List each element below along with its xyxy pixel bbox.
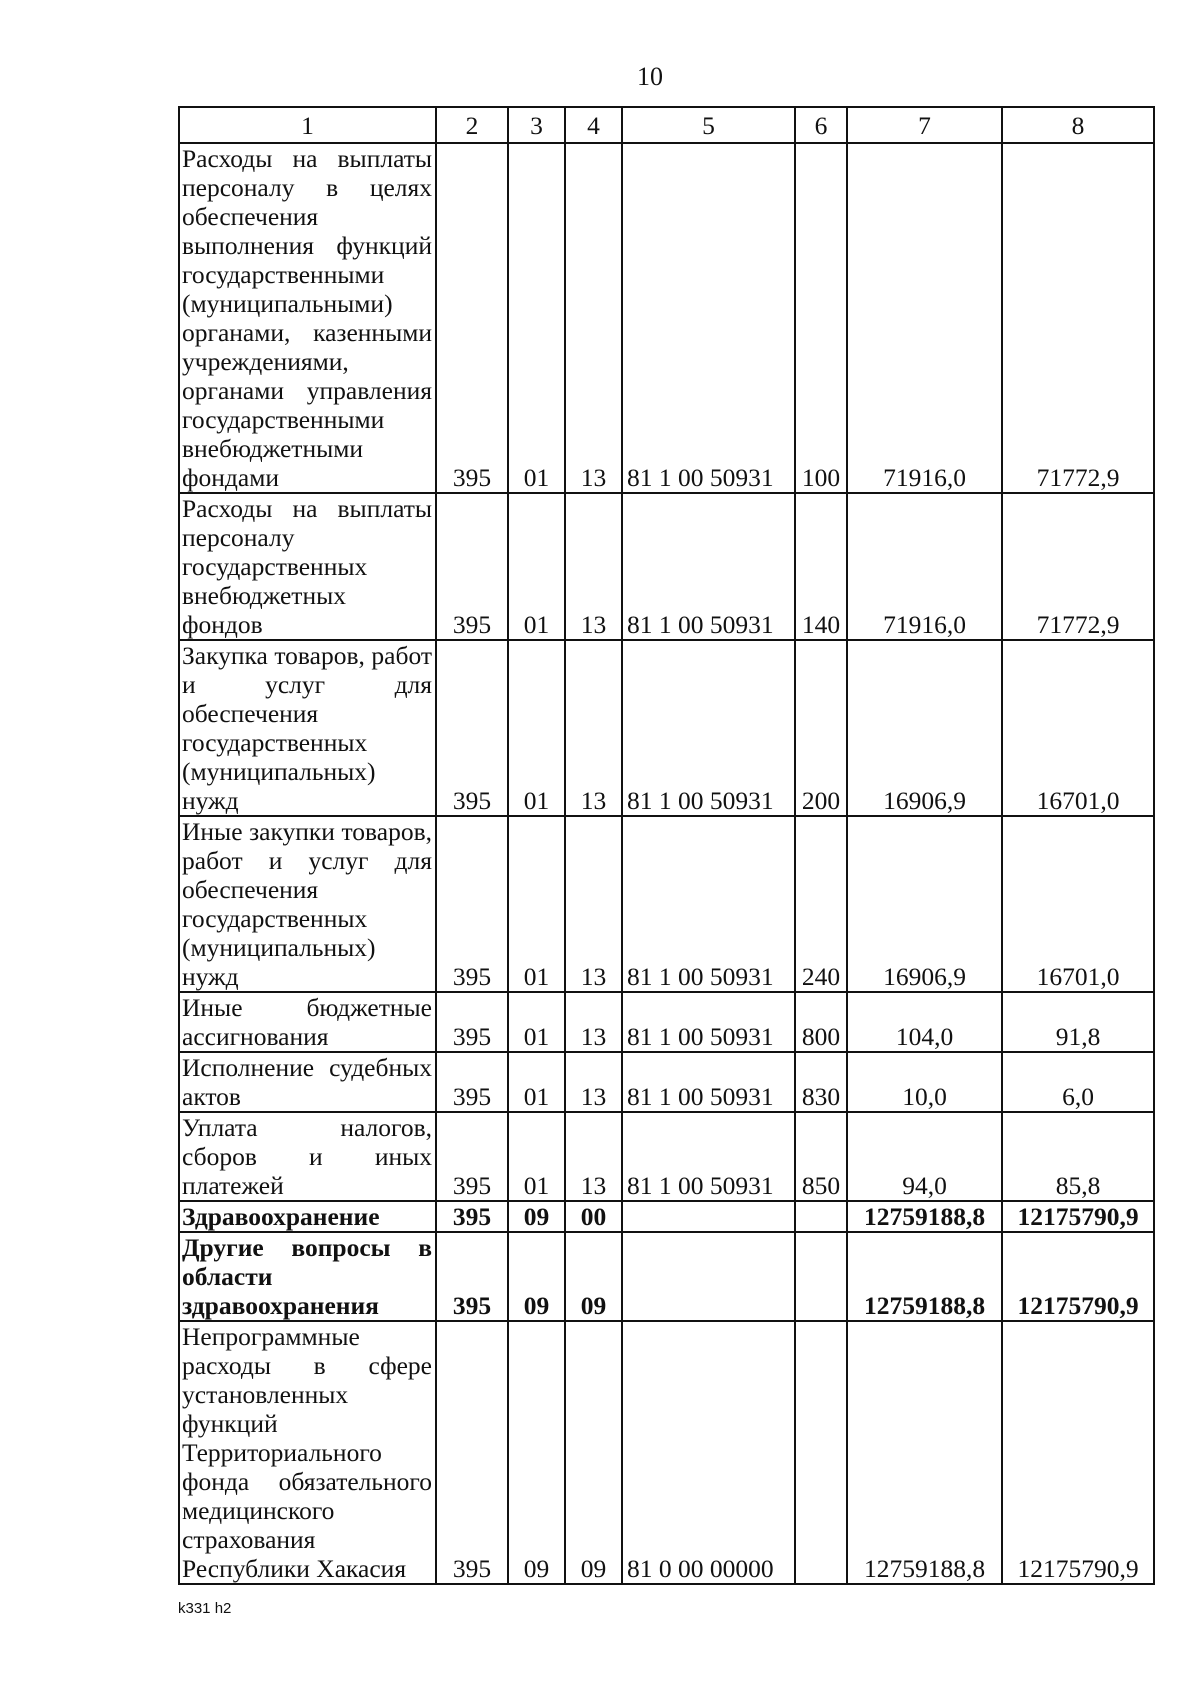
admin-code-cell: 395 (436, 493, 508, 640)
target-article-cell: 81 1 00 50931 (622, 816, 795, 992)
amount-col8-cell: 71772,9 (1002, 493, 1154, 640)
admin-code-cell: 395 (436, 1201, 508, 1232)
table-row (179, 493, 1154, 640)
amount-col7-cell: 12759188,8 (847, 1321, 1002, 1584)
amount-col7-cell: 71916,0 (847, 493, 1002, 640)
row-name-cell: Расходы на выплаты персоналу в целях обеспечения выполнения функций государственными (муниципальными) органами, казенными учреждениями, органами управления государственными внебюджетными фондами (179, 143, 436, 493)
table-header-row (179, 107, 1154, 143)
admin-code-cell: 395 (436, 640, 508, 816)
expense-type-cell (795, 1321, 847, 1584)
subsection-cell: 09 (565, 1232, 622, 1321)
subsection-cell: 13 (565, 493, 622, 640)
amount-col8-cell: 16701,0 (1002, 640, 1154, 816)
amount-col8-cell: 12175790,9 (1002, 1232, 1154, 1321)
column-header: 2 (436, 107, 508, 143)
column-header: 8 (1002, 107, 1154, 143)
target-article-cell: 81 1 00 50931 (622, 143, 795, 493)
target-article-cell: 81 1 00 50931 (622, 640, 795, 816)
row-name-cell: Непрограммные расходы в сфере установленных функций Территориального фонда обязательного медицинского страхования Республики Хакасия (179, 1321, 436, 1584)
page-number: 10 (637, 62, 663, 91)
expense-type-cell (795, 1232, 847, 1321)
admin-code-cell: 395 (436, 1112, 508, 1201)
amount-col7-cell: 104,0 (847, 992, 1002, 1052)
section-cell: 01 (508, 640, 565, 816)
expense-type-cell: 140 (795, 493, 847, 640)
row-name-cell: Расходы на выплаты персоналу государственных внебюджетных фондов (179, 493, 436, 640)
row-name-cell: Уплата налогов, сборов и иных платежей (179, 1112, 436, 1201)
admin-code-cell: 395 (436, 1232, 508, 1321)
amount-col7-cell: 16906,9 (847, 640, 1002, 816)
amount-col7-cell: 12759188,8 (847, 1232, 1002, 1321)
section-cell: 09 (508, 1321, 565, 1584)
amount-col8-cell: 12175790,9 (1002, 1201, 1154, 1232)
amount-col8-cell: 91,8 (1002, 992, 1154, 1052)
column-header: 4 (565, 107, 622, 143)
section-cell: 01 (508, 992, 565, 1052)
section-cell: 01 (508, 816, 565, 992)
admin-code-cell: 395 (436, 1052, 508, 1112)
row-name-cell: Закупка товаров, работ и услуг для обеспечения государственных (муниципальных) нужд (179, 640, 436, 816)
expense-type-cell (795, 1201, 847, 1232)
expense-type-cell: 100 (795, 143, 847, 493)
row-name-cell: Иные закупки товаров, работ и услуг для обеспечения государственных (муниципальных) нужд (179, 816, 436, 992)
table-row (179, 1052, 1154, 1112)
table-row (179, 1112, 1154, 1201)
expense-type-cell: 830 (795, 1052, 847, 1112)
section-cell: 09 (508, 1232, 565, 1321)
subsection-cell: 13 (565, 1112, 622, 1201)
amount-col7-cell: 10,0 (847, 1052, 1002, 1112)
row-name-cell: Другие вопросы в области здравоохранения (179, 1232, 436, 1321)
section-cell: 01 (508, 493, 565, 640)
amount-col8-cell: 6,0 (1002, 1052, 1154, 1112)
section-cell: 01 (508, 1052, 565, 1112)
amount-col8-cell: 16701,0 (1002, 816, 1154, 992)
section-cell: 09 (508, 1201, 565, 1232)
table-row (179, 1321, 1154, 1584)
column-header: 3 (508, 107, 565, 143)
amount-col8-cell: 85,8 (1002, 1112, 1154, 1201)
table-row (179, 1232, 1154, 1321)
amount-col7-cell: 71916,0 (847, 143, 1002, 493)
amount-col8-cell: 12175790,9 (1002, 1321, 1154, 1584)
expense-type-cell: 200 (795, 640, 847, 816)
target-article-cell: 81 1 00 50931 (622, 992, 795, 1052)
target-article-cell (622, 1232, 795, 1321)
admin-code-cell: 395 (436, 816, 508, 992)
subsection-cell: 13 (565, 1052, 622, 1112)
table-row (179, 640, 1154, 816)
section-cell: 01 (508, 143, 565, 493)
column-header: 1 (179, 107, 436, 143)
expense-type-cell: 800 (795, 992, 847, 1052)
column-header: 6 (795, 107, 847, 143)
subsection-cell: 13 (565, 992, 622, 1052)
section-cell: 01 (508, 1112, 565, 1201)
table-row (179, 1201, 1154, 1232)
amount-col7-cell: 94,0 (847, 1112, 1002, 1201)
subsection-cell: 00 (565, 1201, 622, 1232)
subsection-cell: 13 (565, 143, 622, 493)
subsection-cell: 09 (565, 1321, 622, 1584)
admin-code-cell: 395 (436, 992, 508, 1052)
expense-type-cell: 240 (795, 816, 847, 992)
subsection-cell: 13 (565, 640, 622, 816)
amount-col7-cell: 16906,9 (847, 816, 1002, 992)
row-name-cell: Иные бюджетные ассигнования (179, 992, 436, 1052)
target-article-cell (622, 1201, 795, 1232)
column-header: 5 (622, 107, 795, 143)
table-row (179, 143, 1154, 493)
target-article-cell: 81 0 00 00000 (622, 1321, 795, 1584)
table-row (179, 992, 1154, 1052)
admin-code-cell: 395 (436, 1321, 508, 1584)
target-article-cell: 81 1 00 50931 (622, 1052, 795, 1112)
target-article-cell: 81 1 00 50931 (622, 1112, 795, 1201)
budget-table (178, 106, 1155, 1585)
row-name-cell: Исполнение судебных актов (179, 1052, 436, 1112)
amount-col7-cell: 12759188,8 (847, 1201, 1002, 1232)
admin-code-cell: 395 (436, 143, 508, 493)
expense-type-cell: 850 (795, 1112, 847, 1201)
column-header: 7 (847, 107, 1002, 143)
footer-code: k331 h2 (178, 1600, 232, 1617)
row-name-cell: Здравоохранение (179, 1201, 436, 1232)
subsection-cell: 13 (565, 816, 622, 992)
amount-col8-cell: 71772,9 (1002, 143, 1154, 493)
target-article-cell: 81 1 00 50931 (622, 493, 795, 640)
table-row (179, 816, 1154, 992)
